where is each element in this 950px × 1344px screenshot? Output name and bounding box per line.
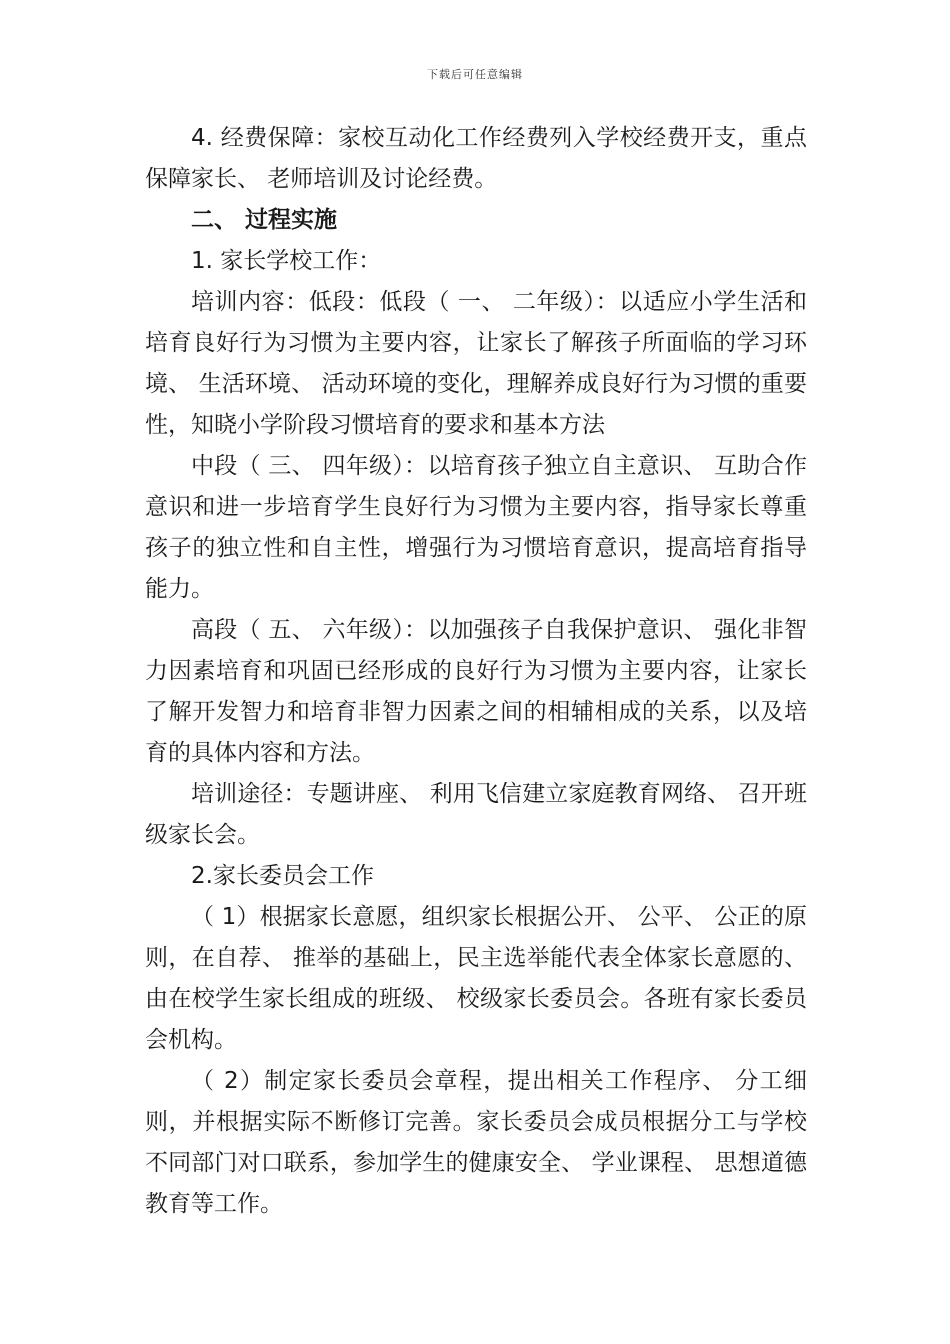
paragraph-training-low: 培训内容：低段：低段（ 一、 二年级）：以适应小学生活和培育良好行为习惯为主要内容，让家长了解孩子所面临的学习环境、 生活环境、 活动环境的变化，理解养成良好行为习惯的重要性，知晓小学阶段习惯培育的要求和基本方法 [145,289,807,438]
paragraph-committee-1: （ 1）根据家长意愿，组织家长根据公开、 公平、 公正的原则，在自荐、 推举的基础上，民主选举能代表全体家长意愿的、由在校学生家长组成的班级、 校级家长委员会。各班有家长委员会机构。 [145,904,807,1053]
section-heading-process: 二、 过程实施 [191,207,338,233]
paragraph-training-channels: 培训途径：专题讲座、 利用飞信建立家庭教育网络、 召开班级家长会。 [145,781,807,848]
subheading-parent-school: 1. 家长学校工作： [191,248,382,274]
subheading-parent-committee: 2.家长委员会工作 [191,863,374,889]
paragraph-funding: 4. 经费保障：家校互动化工作经费列入学校经费开支，重点保障家长、 老师培训及讨论经费。 [145,125,807,192]
header-note: 下载后可任意编辑 [427,68,523,81]
paragraph-committee-2: （ 2）制定家长委员会章程，提出相关工作程序、 分工细则，并根据实际不断修订完善。家长委员会成员根据分工与学校不同部门对口联系，参加学生的健康安全、 学业课程、 思想道德教育等工作。 [145,1068,807,1217]
paragraph-training-middle: 中段（ 三、 四年级）：以培育孩子独立自主意识、 互助合作意识和进一步培育学生良好行为习惯为主要内容，指导家长尊重孩子的独立性和自主性，增强行为习惯培育意识，提高培育指导能力。 [145,453,807,602]
document-body [145,118,807,1225]
paragraph-training-high: 高段（ 五、 六年级）：以加强孩子自我保护意识、 强化非智力因素培育和巩固已经形成的良好行为习惯为主要内容，让家长了解开发智力和培育非智力因素之间的相辅相成的关系，以及培育的具体内容和方法。 [145,617,807,766]
